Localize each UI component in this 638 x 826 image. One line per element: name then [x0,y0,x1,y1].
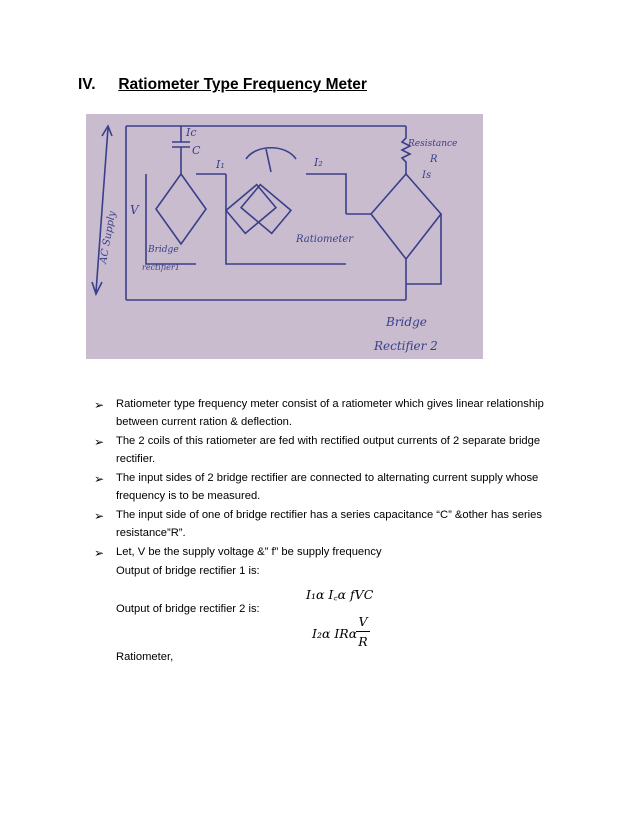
list-item: ➢ Ratiometer type frequency meter consist of a ratiometer which gives linear relationship between current ration & deflection. [94,398,544,428]
label-i1: I₁ [216,158,225,171]
equation-1: I₁α I꜀α fVC [306,587,374,602]
arrow-bullet-icon: ➢ [94,472,105,486]
label-resistance: Resistance [408,139,458,149]
label-v: V [130,203,139,217]
equation-2: I₂α IRα [312,626,358,641]
label-i2: I₂ [314,156,323,169]
label-rectifier1: rectifier1 [142,263,180,272]
arrow-bullet-icon: ➢ [94,398,105,412]
label-bridge1: Bridge [148,245,179,255]
label-r: R [430,154,438,165]
bridge2-diamond [371,174,441,259]
label-ratiometer: Ratiometer [296,234,354,245]
fraction-denominator: R [358,634,368,649]
list-item: ➢ The input side of one of bridge rectifier has a series capacitance “C” &other has series resistance”R”. [94,509,542,539]
arrow-bullet-icon: ➢ [94,435,105,449]
fraction-bar [356,631,370,632]
label-ic: Ic [186,126,197,139]
circuit-figure [86,114,483,359]
label-ac-supply: AC Supply [98,210,119,265]
label-bridge2: Bridge [386,315,427,329]
supply-arrow [96,128,108,292]
section-heading [78,76,367,94]
label-c: C [192,144,201,157]
section-number: IV. [78,76,96,93]
arrow-bullet-icon: ➢ [94,546,105,560]
label-is: Is [422,170,432,181]
list-item: ➢ Let, V be the supply voltage &” f” be supply frequency [94,546,382,560]
resistor [402,126,410,174]
ratiometer-text: Ratiometer, [116,651,174,663]
list-item: ➢ The input sides of 2 bridge rectifier are connected to alternating current supply whose frequency is to be measured. [94,472,539,502]
output2-text: Output of bridge rectifier 2 is: [116,603,260,615]
bridge1-diamond [156,174,206,244]
ratiometer-scale [246,148,296,159]
fraction [356,614,370,649]
list-item: ➢ The 2 coils of this ratiometer are fed with rectified output currents of 2 separate bridge rectifier. [94,435,541,465]
arrow-bullet-icon: ➢ [94,509,105,523]
output1-text: Output of bridge rectifier 1 is: [116,565,260,577]
section-title: Ratiometer Type Frequency Meter [118,76,367,93]
fraction-numerator: V [358,614,368,629]
label-rectifier2: Rectifier 2 [374,339,438,353]
